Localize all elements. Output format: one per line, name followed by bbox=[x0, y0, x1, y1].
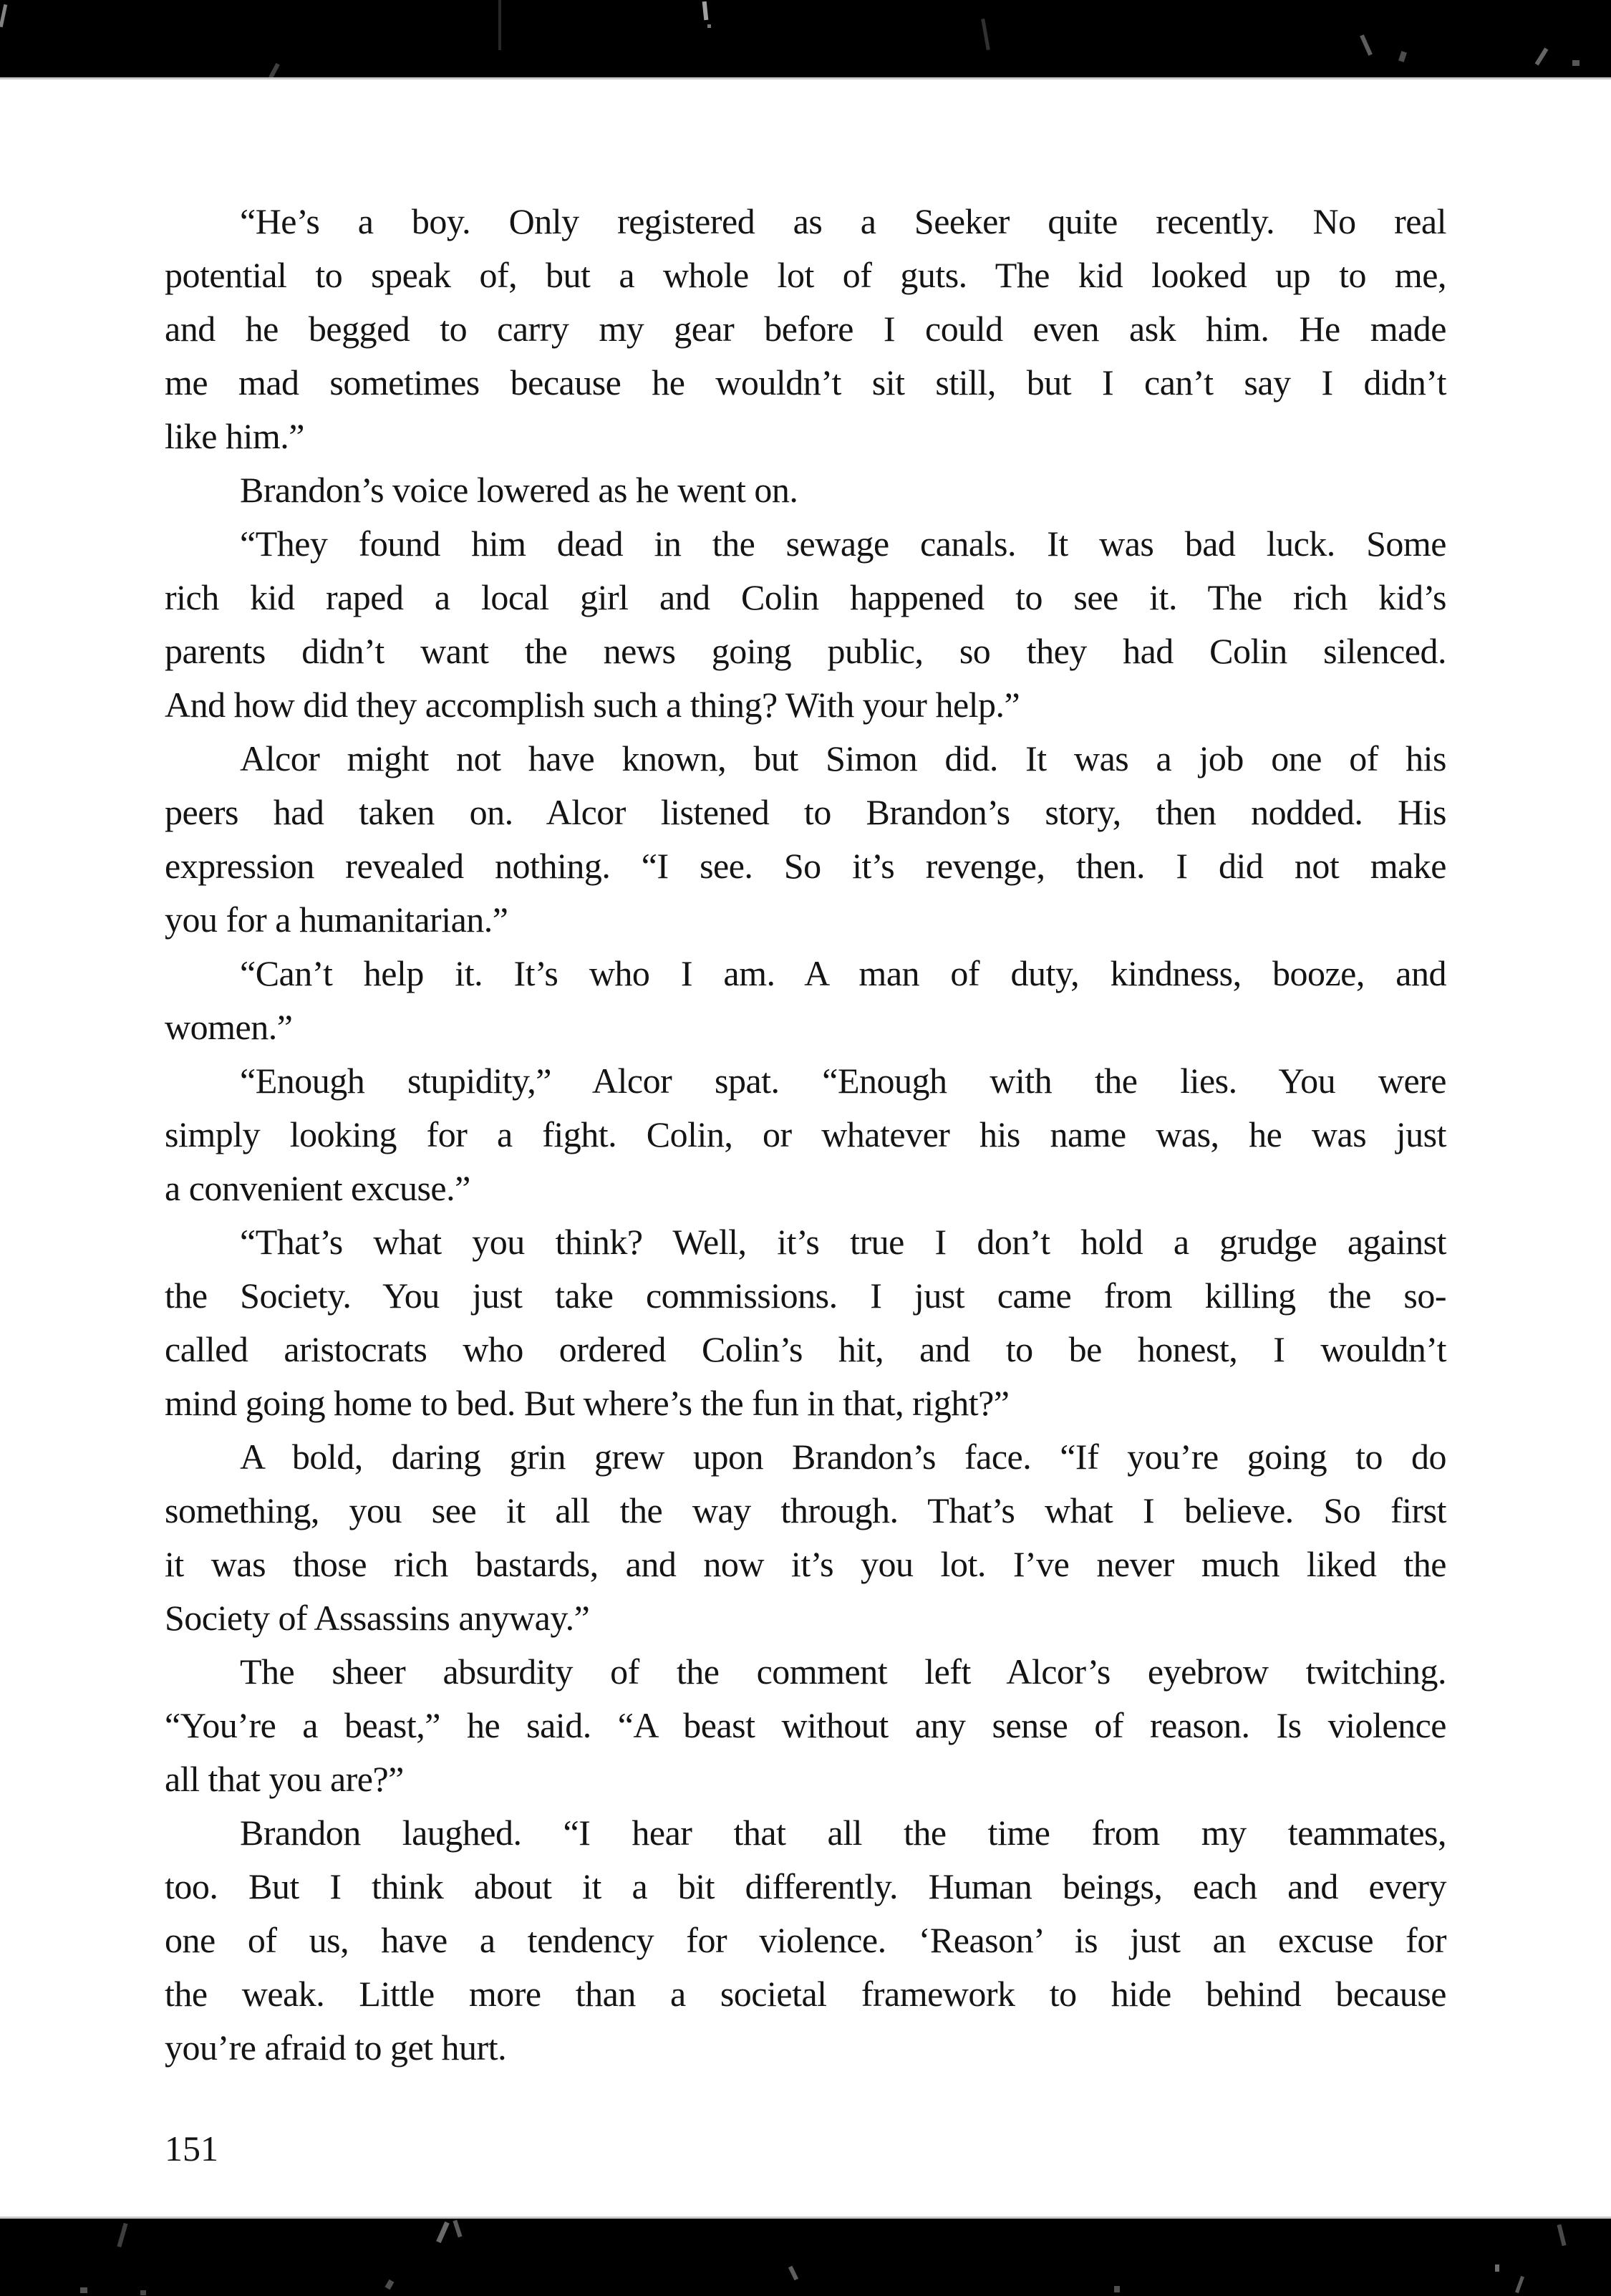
text-line: like him.” bbox=[165, 416, 304, 456]
text-line: too. But I think about it a bit differently. Human beings, each and every bbox=[165, 1866, 1446, 1906]
text-line: one of us, have a tendency for violence. ‘Reason’ is just an excuse for bbox=[165, 1920, 1446, 1960]
text-line: “Enough stupidity,” Alcor spat. “Enough with the lies. You were bbox=[240, 1061, 1446, 1101]
text-line: Alcor might not have known, but Simon did. It was a job one of his bbox=[240, 738, 1446, 778]
scan-artifact bbox=[702, 1, 709, 20]
scan-artifact bbox=[1515, 2276, 1524, 2293]
scan-artifact bbox=[268, 63, 280, 79]
scan-artifact bbox=[1398, 51, 1407, 62]
text-line: a convenient excuse.” bbox=[165, 1168, 470, 1208]
scan-artifact bbox=[788, 2266, 798, 2281]
text-line: it was those rich bastards, and now it’s you lot. I’ve never much liked the bbox=[165, 1544, 1446, 1584]
scan-artifact bbox=[436, 2222, 450, 2243]
scan-artifact bbox=[385, 2280, 395, 2290]
text-line: simply looking for a fight. Colin, or whatever his name was, he was just bbox=[165, 1114, 1446, 1154]
scan-artifact bbox=[0, 4, 7, 27]
scan-artifact bbox=[453, 2220, 462, 2238]
text-line: peers had taken on. Alcor listened to Brandon’s story, then nodded. His bbox=[165, 792, 1446, 832]
text-line: me mad sometimes because he wouldn’t sit still, but I can’t say I didn’t bbox=[165, 362, 1446, 402]
text-line: the Society. You just take commissions. I just came from killing the so- bbox=[165, 1275, 1446, 1316]
text-line: all that you are?” bbox=[165, 1759, 404, 1799]
scan-edge-bottom bbox=[0, 2217, 1611, 2296]
text-line: you’re afraid to get hurt. bbox=[165, 2027, 507, 2068]
scan-artifact bbox=[981, 19, 990, 50]
text-line: Brandon laughed. “I hear that all the time from my teammates, bbox=[240, 1813, 1446, 1853]
scan-artifact bbox=[1495, 2264, 1499, 2272]
text-line: expression revealed nothing. “I see. So it’s revenge, then. I did not make bbox=[165, 846, 1446, 886]
text-line: parents didn’t want the news going public, so they had Colin silenced. bbox=[165, 631, 1446, 671]
text-line: women.” bbox=[165, 1007, 293, 1047]
text-line: and he begged to carry my gear before I could even ask him. He made bbox=[165, 309, 1446, 349]
scan-edge-top bbox=[0, 0, 1611, 79]
text-line: mind going home to bed. But where’s the fun in that, right?” bbox=[165, 1383, 1010, 1423]
text-line: A bold, daring grin grew upon Brandon’s face. “If you’re going to do bbox=[240, 1437, 1446, 1477]
text-line: “He’s a boy. Only registered as a Seeker quite recently. No real bbox=[240, 201, 1446, 241]
text-line: something, you see it all the way through. That’s what I believe. So first bbox=[165, 1490, 1446, 1530]
scan-artifact bbox=[117, 2223, 127, 2247]
text-line: called aristocrats who ordered Colin’s hit, and to be honest, I wouldn’t bbox=[165, 1329, 1446, 1369]
text-line: rich kid raped a local girl and Colin happened to see it. The rich kid’s bbox=[165, 577, 1446, 617]
text-line: “You’re a beast,” he said. “A beast without any sense of reason. Is violence bbox=[165, 1705, 1446, 1745]
page-number: 151 bbox=[165, 2128, 218, 2169]
scan-artifact bbox=[1535, 47, 1549, 65]
text-line: the weak. Little more than a societal framework to hide behind because bbox=[165, 1974, 1446, 2014]
scan-artifact bbox=[498, 0, 501, 50]
scan-artifact bbox=[707, 24, 711, 28]
scan-artifact bbox=[80, 2287, 87, 2293]
text-line: The sheer absurdity of the comment left Alcor’s eyebrow twitching. bbox=[240, 1651, 1446, 1692]
scan-artifact bbox=[1572, 60, 1579, 66]
text-line: And how did they accomplish such a thing? With your help.” bbox=[165, 685, 1020, 725]
text-line: potential to speak of, but a whole lot of guts. The kid looked up to me, bbox=[165, 255, 1446, 295]
scan-artifact bbox=[1360, 34, 1373, 56]
text-line: Brandon’s voice lowered as he went on. bbox=[240, 470, 798, 510]
scan-artifact bbox=[140, 2290, 146, 2295]
text-line: you for a humanitarian.” bbox=[165, 899, 508, 940]
scan-artifact bbox=[1114, 2286, 1120, 2292]
text-line: “That’s what you think? Well, it’s true I don’t hold a grudge against bbox=[240, 1222, 1446, 1262]
text-line: “They found him dead in the sewage canals. It was bad luck. Some bbox=[240, 524, 1446, 564]
text-line: “Can’t help it. It’s who I am. A man of duty, kindness, booze, and bbox=[240, 953, 1446, 993]
text-line: Society of Assassins anyway.” bbox=[165, 1598, 590, 1638]
body-text bbox=[165, 195, 1446, 2075]
scan-artifact bbox=[1557, 2224, 1566, 2247]
